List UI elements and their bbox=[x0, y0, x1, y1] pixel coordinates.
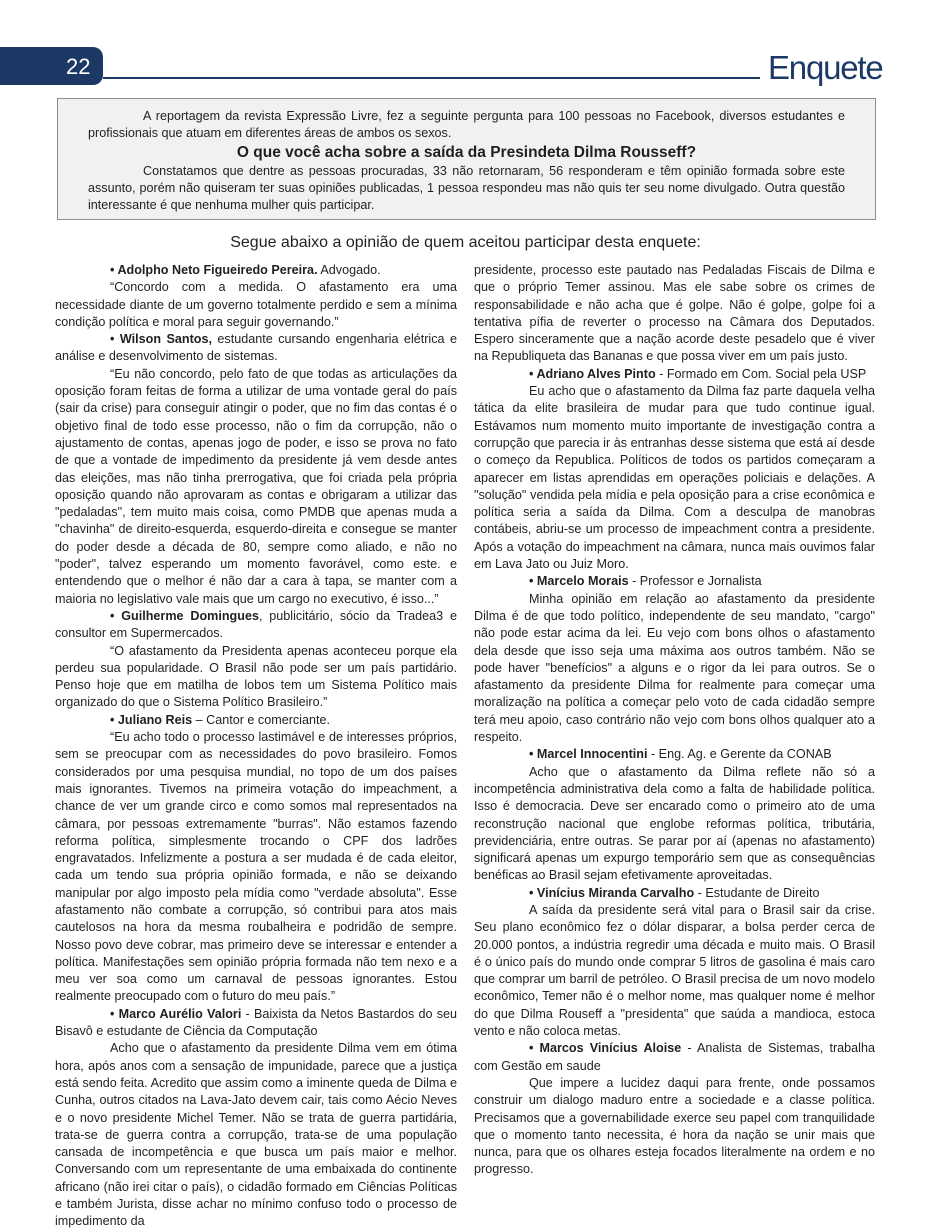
respondent-attribution bbox=[55, 262, 457, 279]
opinion-text: “Eu não concordo, pelo fato de que todas as articulações da oposição foram feitas de forma a utilizar de uma vontade geral do país (sair da crise) para conseguir atingir o poder, que no fim das contas é o objetivo final de todo esse processo, não o fim da corrupção, não o ajustamento de contas, apenas jogo de poder, e isso se prova no fato de que a vontade de impedimento da presidente já vem desde antes das eleições, mas não tinha prerrogativa, que foi criada pela própria oposição quando não aprovaram as contas e obrigaram a utilizar das "pedaladas", tem muito mais coisa, como PMDB que apenas muda a "chavinha" de direito-esquerda, esquerdo-direita e consegue se manter do poder desde a década de 80, sempre como aliado, e não no "poder", talvez esperando um momento favorável, como este. e entendendo que o melhor é não dar a cara à tapa, se manter com a maioria no legislativo vale mais que um cargo no executivo, é isso...” bbox=[55, 366, 457, 606]
opinion-text: “Eu acho todo o processo lastimável e de interesses próprios, sem se preocupar com as necessidades do povo brasileiro. Fomos considerados por uma pesquisa mundial, no topo de um dos países mais ignorantes. Tivemos na primeira votação do impeachment, a chance de ver um grande circo e como somos mal representados na câmara, por pessoas extremamente "burras". Não estamos fazendo reforma política, simplesmente trocando o CPF dos ladrões engravatados. Infelizmente a postura a ser mudada é de cada eleitor, cada um tendo sua própria opinião formada, e não se deixando manipular por algo imposto pela mídia como "verdade absoluta". Esse afastamento não combate a corrupção, só contribui para atos mais cautelosos na hora da mesma roubalheira e podridão de sempre. Nosso povo deve cobrar, mas primeiro deve se interessar e entender a política. Manifestações sem opinião própria formada não tem nexo e a meu ver soa como um carnaval de pessoas ignorantes. Estou realmente preocupado com o futuro do meu país.” bbox=[55, 730, 457, 1004]
respondent-name: • Marcelo Morais bbox=[529, 574, 629, 589]
header-rule bbox=[103, 77, 760, 79]
opinion-text: Eu acho que o afastamento da Dilma faz parte daquela velha tática da elite brasileira de mudar para que tudo continue igual. Estávamos num momento muito importante de investigação contra a corrupção que parecia ir às entranhas desse sistema que está aí desde o começo da Republica. Políticos de todos os partidos começaram a aparecer em listas aprendidas em operações policiais e delações. A "solução" vendida pela mídia e pela oposição para a crise econômica e política seria a saída da Dilma. Com a desculpa de manobras contábeis, abriu-se um processo de impeachment contra a presidente. Após a votação do impeachment na câmara, nunca mais ouvimos falar em Lava Jato ou Juiz Moro. bbox=[474, 384, 875, 572]
survey-question: O que você acha sobre a saída da Presindeta Dilma Rousseff? bbox=[236, 144, 697, 161]
respondent-attribution bbox=[55, 1006, 457, 1041]
respondent-attribution bbox=[474, 573, 875, 590]
intro-paragraph: A reportagem da revista Expressão Livre, fez a seguinte pergunta para 100 pessoas no Facebook, diversos estudantes e profissionais que atuam em diferentes áreas de ambos os sexos. bbox=[88, 109, 845, 140]
opinion-text: Minha opinião em relação ao afastamento da presidente Dilma é de que todo político, independente de seu mandato, "cargo" não pode estar acima da lei. Eu vejo com bons olhos o afastamento dela desde que isso seja uma máxima aos outros também. Não se pode haver "benefícios" a alguns e o rigor da lei para outros. Se o afastamento da presidente Dilma for realmente para começar uma moralização na política a começar pelo voto de cada cidadão sempre terá meu apoio, caso contrário não vejo com bons olhos qualquer ato a respeito. bbox=[474, 591, 875, 745]
section-title: Enquete bbox=[768, 49, 883, 86]
respondent-name: • Marcel Innocentini bbox=[529, 747, 648, 762]
page-number: 22 bbox=[66, 54, 91, 79]
opinion-text: “Concordo com a medida. O afastamento era uma necessidade diante de um governo totalmente perdido e sem a mínima condição política e moral para seguir governando.” bbox=[55, 280, 457, 329]
respondent-attribution bbox=[474, 746, 875, 763]
opinion-text-continued: presidente, processo este pautado nas Pedaladas Fiscais de Dilma e que o próprio Temer assinou. Mas ele sabe sobre os crimes de responsabilidade e não acha que é golpe. Não é golpe, golpe foi a tentativa pífia de reverter o processo na Câmara dos Deputados. Espero sinceramente que a nação acorde deste pesadelo que é viver na Republiqueta das Bananas e que possa viver em um país justo. bbox=[474, 263, 875, 364]
opinion-text: Que impere a lucidez daqui para frente, onde possamos construir um dialogo maduro entre a sociedade e a classe política. Precisamos que a governabilidade exerce seu papel com tranquilidade que o momento tanto necessita, é hora da nação se unir mais que nunca, para que os olhares esteja focados literalmente na ordem e no progresso. bbox=[474, 1075, 875, 1177]
respondent-name: • Wilson Santos, bbox=[110, 332, 212, 347]
respondent-name: • Guilherme Domingues bbox=[110, 608, 259, 623]
intro-paragraph: Constatamos que dentre as pessoas procuradas, 33 não retornaram, 56 responderam e têm opinião formada sobre este assunto, porém não quiseram ter suas opiniões publicadas, 1 pessoa respondeu mas não quis ter seu nome divulgado. Outra questão interessante é que nenhuma mulher quis participar. bbox=[88, 164, 845, 212]
respondent-attribution bbox=[55, 608, 457, 643]
right-column bbox=[474, 262, 875, 1179]
opinion-text: Acho que o afastamento da presidente Dilma vem em ótima hora, após anos com a sensação de impunidade, parece que a justiça está sendo feita. Acredito que assim como a iminente queda de Dilma e Cunha, outros citados na Lava-Jato devem cair, tais como Aécio Neves e o novo presidente Michel Temer. Não se trata de guerra partidária, trata-se de guerra contra a corrupção, trata-se de uma população cansada de incompetência e que busca um país maior e melhor. Conversando com um representante de uma embaixada do continente africano (não irei citar o país), o cidadão formado em Ciências Políticas e também Jurista, disse achar no mínimo confuso todo o processo de impedimento da bbox=[55, 1041, 457, 1229]
respondent-attribution bbox=[474, 885, 875, 902]
respondent-attribution bbox=[55, 712, 457, 729]
respondent-attribution bbox=[474, 1040, 875, 1075]
respondent-role: - Estudante de Direito bbox=[694, 885, 820, 900]
respondent-role: – Cantor e comerciante. bbox=[192, 712, 330, 727]
respondent-role: estudante cursando engenharia elétrica e análise e desenvolvimento de sistemas. bbox=[55, 332, 457, 364]
respondent-role: - Professor e Jornalista bbox=[628, 574, 762, 589]
respondent-name: • Vinícius Miranda Carvalho bbox=[529, 885, 695, 900]
respondent-name: • Adriano Alves Pinto bbox=[529, 366, 656, 381]
respondent-role: - Eng. Ag. e Gerente da CONAB bbox=[647, 747, 832, 762]
respondent-attribution bbox=[474, 366, 875, 383]
opinion-text: “O afastamento da Presidenta apenas aconteceu porque ela perdeu sua popularidade. O Brasil não pode ser um país partidário. Penso hoje que em matilha de lobos tem um Sistema Político mais organizado do que o Sistema Político Brasileiro.” bbox=[55, 643, 457, 710]
respondent-role: - Analista de Sistemas, trabalha com Gestão em saude bbox=[474, 1041, 875, 1073]
respondent-name: • Marco Aurélio Valori bbox=[110, 1006, 242, 1021]
respondent-name: • Adolpho Neto Figueiredo Pereira. bbox=[110, 263, 318, 277]
respondent-role: Advogado. bbox=[317, 263, 381, 277]
opinion-text: A saída da presidente será vital para o Brasil sair da crise. Seu plano econômico fez o dólar disparar, a bolsa perder cerca de 20.000 pontos, a indústria regredir uma década e muito mais. O Brasil é o único país do mundo onde comprar 5 litros de gasolina é mais caro que comprar um barril de petróleo. O Brasil precisa de um novo modelo econômico, Temer não é o melhor nome, mas qualquer nome é melhor do que Dilma Rouseff a "presidenta" que saúda a mandioca, estoca vento e não coloca metas. bbox=[474, 902, 875, 1039]
article-subtitle: Segue abaixo a opinião de quem aceitou participar desta enquete: bbox=[230, 234, 701, 251]
respondent-role: - Formado em Com. Social pela USP bbox=[655, 366, 867, 381]
respondent-attribution bbox=[55, 331, 457, 366]
respondent-role: - Baixista da Netos Bastardos do seu Bisavô e estudante de Ciência da Computação bbox=[55, 1006, 457, 1039]
intro-box bbox=[57, 98, 876, 220]
respondent-name: • Marcos Vinícius Aloise bbox=[529, 1041, 682, 1056]
respondent-role: , publicitário, sócio da Tradea3 e consultor em Supermercados. bbox=[55, 608, 457, 641]
left-column bbox=[55, 262, 457, 1231]
opinion-text: Acho que o afastamento da Dilma reflete não só a incompetência administrativa dela como a falta de habilidade política. Isso é democracia. Deve ser encarado como o primeiro ato de uma reconstrução nacional que englobe reformas política, tributária, previdenciária, entre outras. Se parar por aí (apenas no afastamento) significará apenas um expurgo temporário sem que as consequências benéficas ao Brasil sejam efetivamente aproveitadas. bbox=[474, 764, 875, 883]
respondent-name: • Juliano Reis bbox=[110, 712, 193, 727]
